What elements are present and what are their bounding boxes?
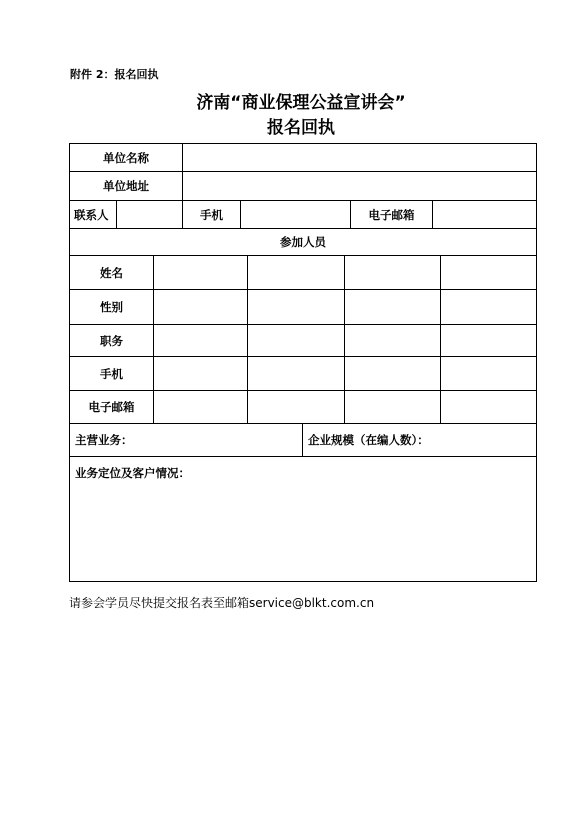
participant-position-label: 职务 (100, 333, 123, 348)
registration-form (69, 143, 537, 582)
unit-name-label: 单位名称 (103, 150, 149, 165)
contact-field[interactable] (117, 201, 182, 228)
main-business-label: 主营业务： (75, 433, 133, 447)
mobile-field[interactable] (241, 201, 350, 228)
col-divider (153, 255, 154, 423)
unit-address-field[interactable] (183, 172, 536, 200)
participant-name-label: 姓名 (100, 265, 123, 280)
participant-email-label: 电子邮箱 (88, 400, 135, 414)
participant-mobile-label: 手机 (100, 366, 123, 381)
col-divider (344, 255, 345, 423)
mobile-label: 手机 (200, 207, 223, 222)
participant-gender-label: 性别 (100, 300, 123, 314)
business-positioning-label: 业务定位及客户情况： (75, 466, 190, 480)
email-label: 电子邮箱 (368, 207, 415, 222)
email-field[interactable] (433, 201, 536, 228)
company-scale-label: 企业规模（在编人数）： (308, 433, 429, 447)
col-divider (440, 255, 441, 423)
unit-name-field[interactable] (183, 144, 536, 171)
attachment-label: 附件 2：报名回执 (70, 68, 159, 81)
col-divider (247, 255, 248, 423)
participants-header: 参加人员 (280, 235, 326, 249)
contact-label: 联系人 (74, 207, 109, 222)
footer-note: 请参会学员尽快提交报名表至邮箱service@blkt.com.cn (69, 596, 375, 610)
unit-address-label: 单位地址 (103, 179, 149, 193)
page-subtitle: 报名回执 (267, 118, 335, 138)
page-title: 济南“商业保理公益宣讲会” (196, 93, 406, 113)
